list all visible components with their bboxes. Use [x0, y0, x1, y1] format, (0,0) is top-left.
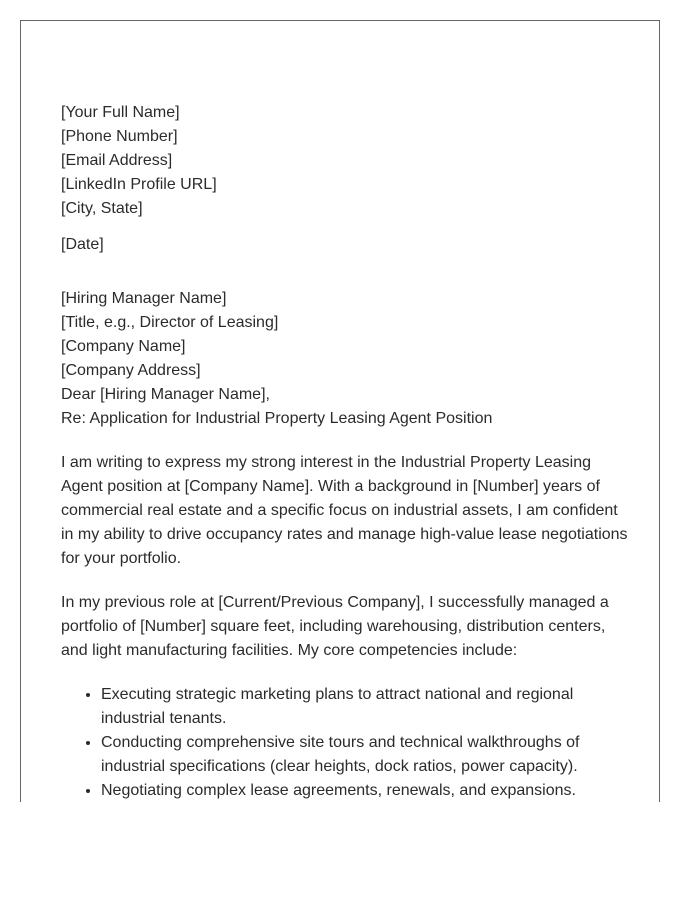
recipient-address: [Company Address]: [61, 362, 201, 379]
list-item: • Executing strategic marketing plans to attract national and regional industrial tenants.: [101, 683, 631, 731]
letter-content: [61, 101, 631, 802]
date-block: [61, 233, 631, 257]
experience-paragraph: In my previous role at [Current/Previous Company], I successfully managed a portfolio of [Number] square feet, including warehousing, distribution centers, and light manufacturing facilities. My core competencies include:: [61, 594, 609, 659]
recipient-name: [Hiring Manager Name]: [61, 290, 227, 307]
recipient-company: [Company Name]: [61, 338, 186, 355]
list-item: • Negotiating complex lease agreements, renewals, and expansions.: [101, 779, 631, 802]
subject-line: Re: Application for Industrial Property Leasing Agent Position: [61, 410, 493, 427]
letter-page: [20, 20, 660, 802]
salutation: Dear [Hiring Manager Name],: [61, 386, 270, 403]
sender-phone: [Phone Number]: [61, 128, 178, 145]
competencies-list: [61, 683, 631, 802]
sender-email: [Email Address]: [61, 152, 173, 169]
intro-paragraph: I am writing to express my strong interest in the Industrial Property Leasing Agent position at [Company Name]. With a background in [Number] years of commercial real estate and a specific focus on industrial assets, I am confident in my ability to drive occupancy rates and manage high-value lease negotiations for your portfolio.: [61, 454, 628, 567]
sender-block: [61, 101, 631, 221]
recipient-title: [Title, e.g., Director of Leasing]: [61, 314, 279, 331]
recipient-block: [61, 287, 631, 431]
sender-linkedin: [LinkedIn Profile URL]: [61, 176, 217, 193]
list-item: • Conducting comprehensive site tours and technical walkthroughs of industrial specifications (clear heights, dock ratios, power capacity).: [101, 731, 631, 779]
sender-city-state: [City, State]: [61, 200, 143, 217]
sender-name: [Your Full Name]: [61, 104, 180, 121]
letter-date: [Date]: [61, 236, 104, 253]
